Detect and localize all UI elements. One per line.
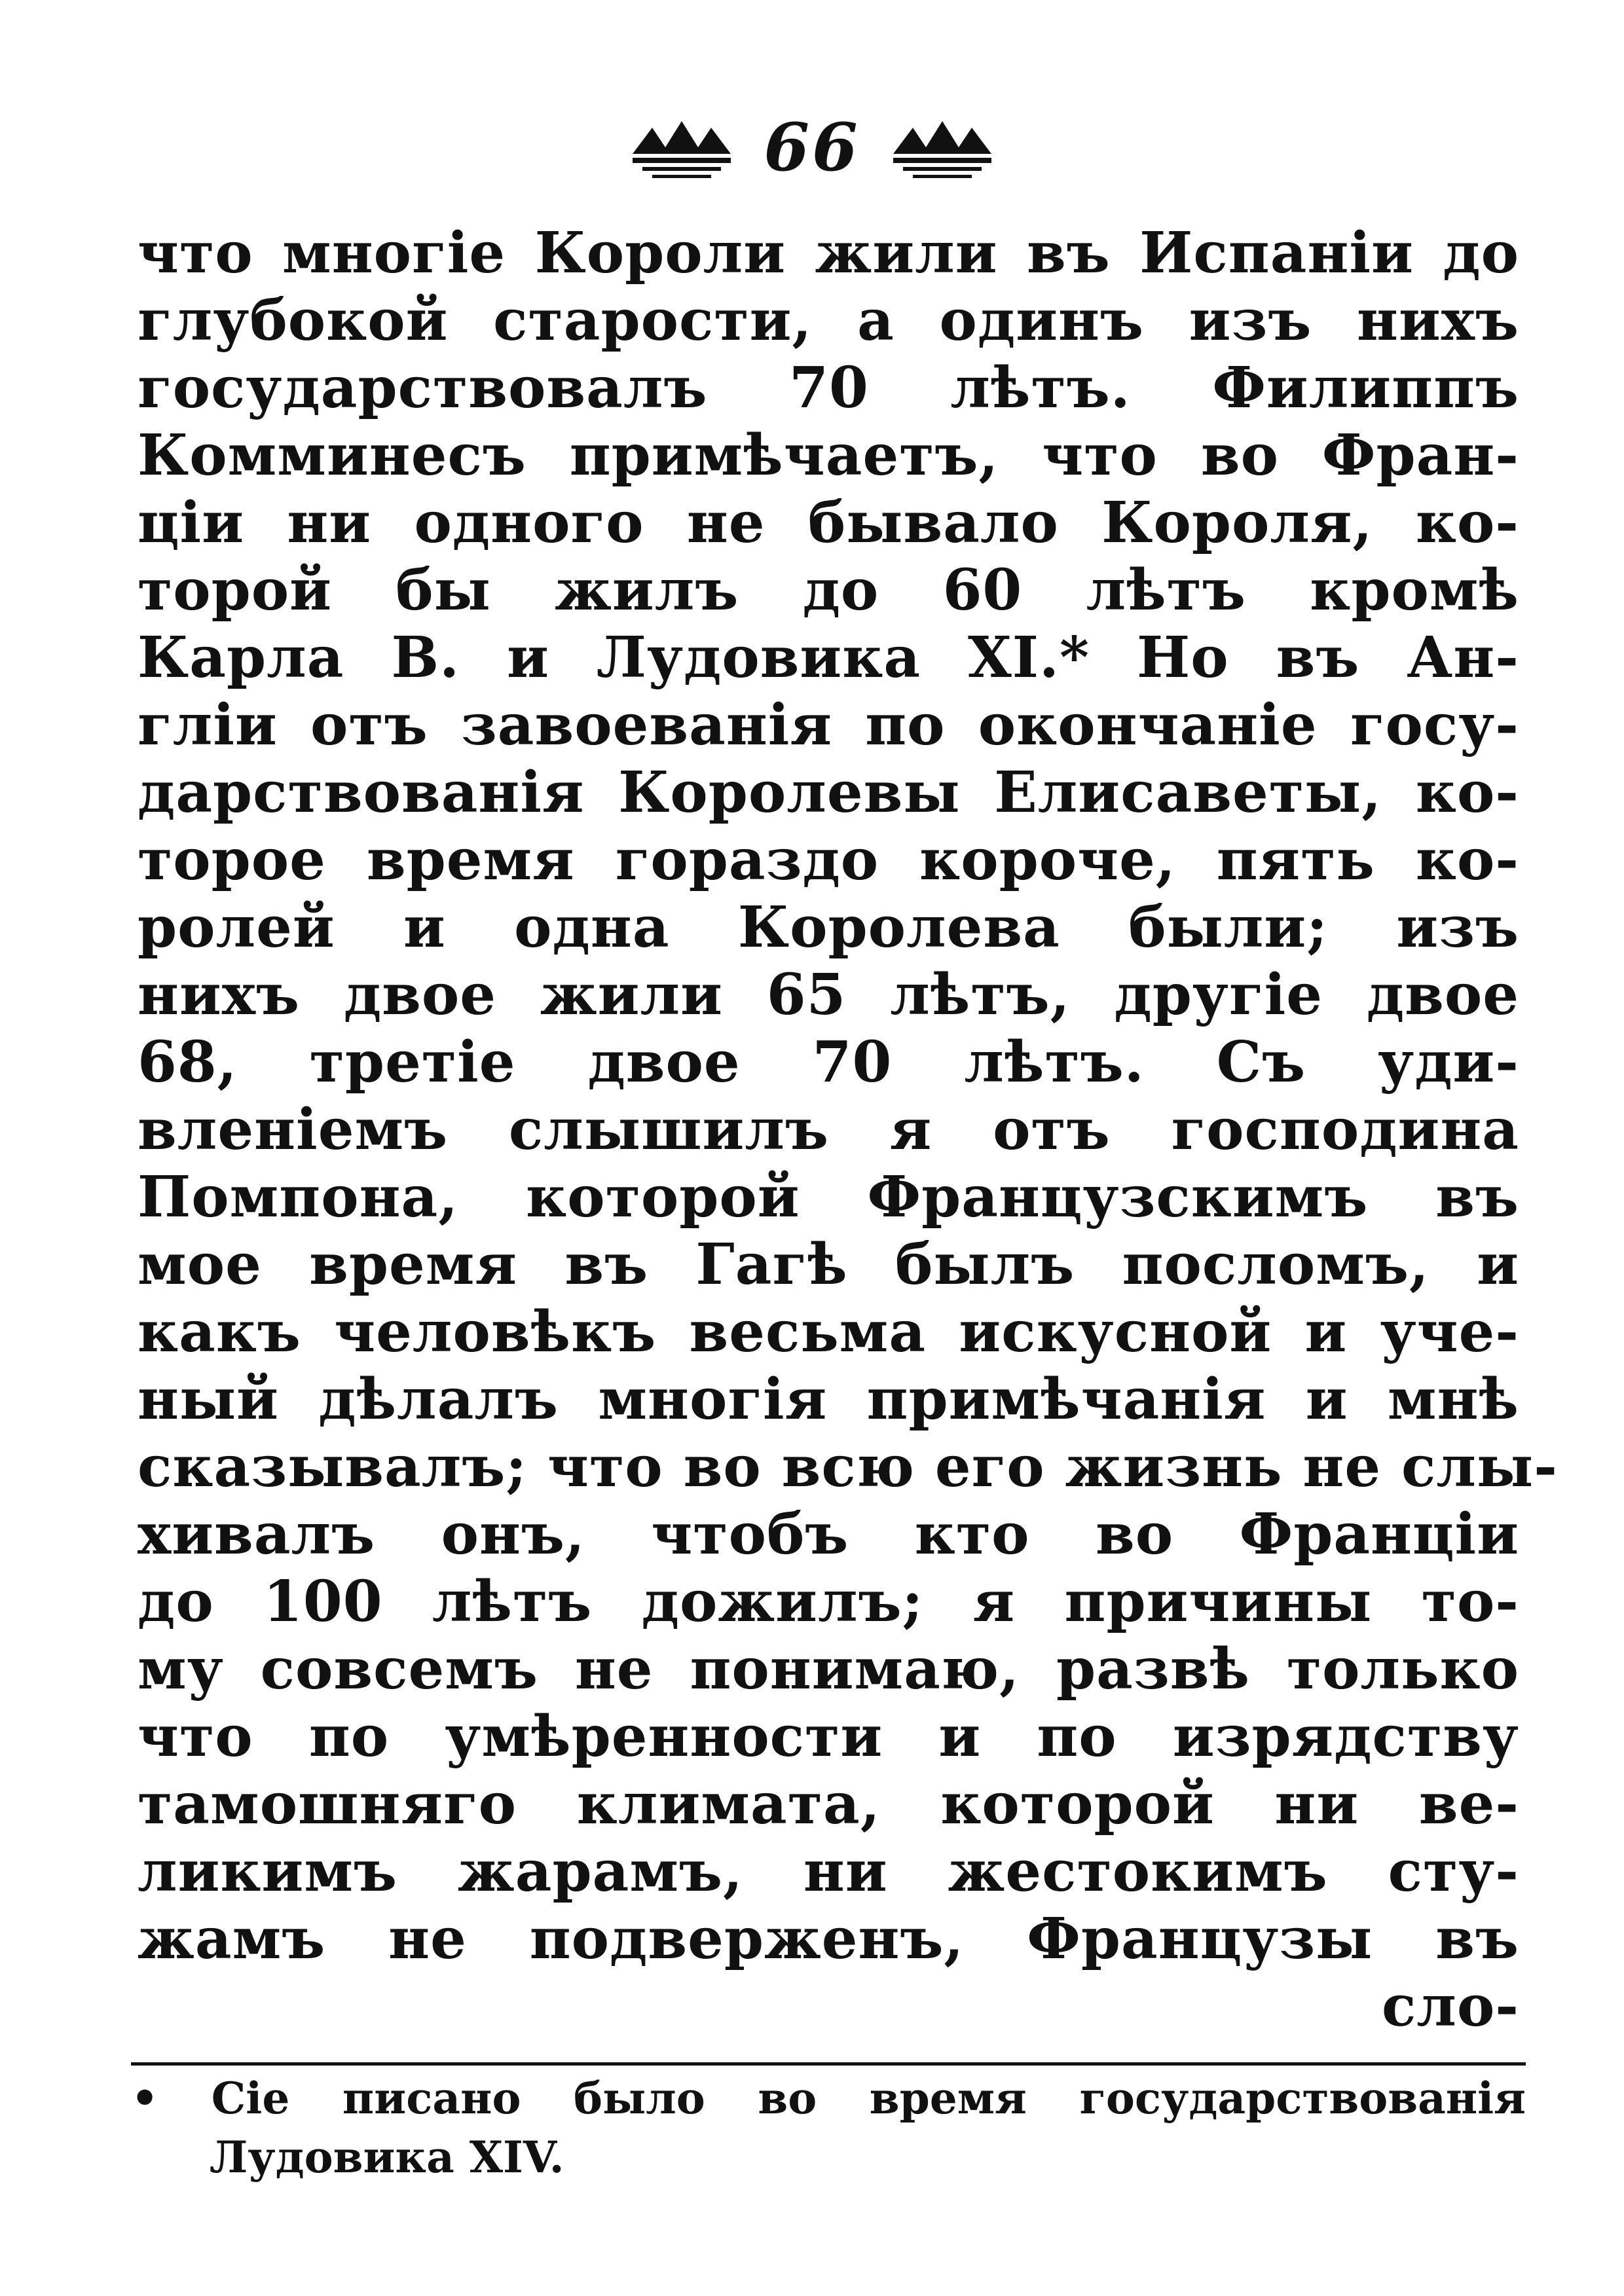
text-line: ный дѣлалъ многія примѣчанія и мнѣ	[138, 1366, 1519, 1432]
text-line: му совсемъ не понимаю, развѣ только	[138, 1636, 1519, 1702]
footnote-divider	[131, 2062, 1526, 2066]
text-line: торое время гораздо короче, пять ко-	[138, 827, 1519, 893]
text-line: до 100 лѣтъ дожилъ; я причины то-	[138, 1569, 1519, 1635]
text-line: какъ человѣкъ весьма искусной и уче-	[138, 1299, 1519, 1365]
text-line: вленіемъ слышилъ я отъ господина	[138, 1097, 1519, 1163]
text-line: что по умѣренности и по изрядству	[138, 1704, 1519, 1770]
footnote-marker: •	[131, 2073, 159, 2124]
text-line: ціи ни одного не бывало Короля, ко-	[138, 490, 1519, 556]
body-text	[138, 219, 1558, 2040]
text-line: тамошняго климата, которой ни ве-	[138, 1771, 1519, 1837]
text-line: государствовалъ 70 лѣтъ. Филиппъ	[138, 355, 1519, 421]
page-number: 66	[764, 109, 860, 186]
footnote-text: Сіе писано было во время государствованія	[211, 2073, 1526, 2124]
text-line: мое время въ Гагѣ былъ посломъ, и	[138, 1231, 1519, 1298]
footnote-line: Лудовика XIV.	[210, 2132, 564, 2183]
text-line: что многіе Короли жили въ Испаніи до	[138, 220, 1519, 286]
text-line: гліи отъ завоеванія по окончаніе госу-	[138, 692, 1519, 758]
text-line: хивалъ онъ, чтобъ кто во Франціи	[138, 1501, 1519, 1567]
text-line: жамъ не подверженъ, Французы въ	[138, 1906, 1519, 1972]
text-line: Комминесъ примѣчаетъ, что во Фран-	[138, 422, 1519, 488]
text-line: ролей и одна Королева были; изъ	[138, 894, 1519, 960]
footnote	[131, 2069, 1526, 2187]
crown-ornament-icon	[887, 115, 998, 180]
text-line: торой бы жилъ до 60 лѣтъ кромѣ	[138, 557, 1519, 623]
page-header	[0, 98, 1624, 196]
text-line: нихъ двое жили 65 лѣтъ, другіе двое	[138, 962, 1519, 1028]
text-line: 68, третіе двое 70 лѣтъ. Съ уди-	[138, 1029, 1519, 1095]
text-line: Карла В. и Лудовика XI.* Но въ Ан-	[138, 625, 1519, 691]
text-line: Помпона, которой Французскимъ въ	[138, 1164, 1519, 1230]
footnote-line	[131, 2069, 1526, 2128]
text-line: дарствованія Королевы Елисаветы, ко-	[138, 759, 1519, 826]
catchword: сло-	[1381, 1973, 1519, 2039]
crown-ornament-icon	[626, 115, 737, 180]
text-line: сказывалъ; что во всю его жизнь не слы-	[138, 1434, 1558, 1500]
text-line: глубокой старости, а одинъ изъ нихъ	[138, 287, 1519, 354]
text-line: ликимъ жарамъ, ни жестокимъ сту-	[138, 1838, 1519, 1904]
